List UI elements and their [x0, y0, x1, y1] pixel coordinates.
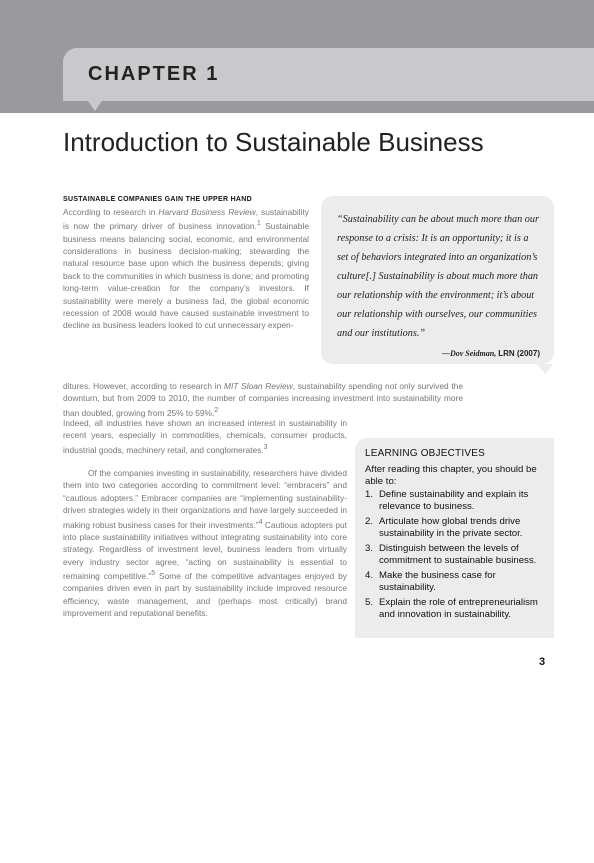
pull-quote-box: [321, 196, 554, 364]
footnote-marker: 5: [151, 570, 156, 578]
list-item: 2. Articulate how global trends drive sustainability in the private sector.: [365, 516, 523, 539]
source-citation: MIT Sloan Review: [223, 381, 293, 391]
list-item: 1. Define sustainability and explain its relevance to business.: [365, 489, 529, 512]
page-title: Introduction to Sustainable Business: [63, 127, 484, 157]
body-paragraph-1-continued: ditures. However, according to research in MIT Sloan Review, sustainability spending not only survived the downturn, but from 2009 to 2010, the number of companies increasing investment into sustainability more than doubled, growing from 25% to 59%.$^2$: [63, 381, 463, 418]
chapter-label: CHAPTER 1: [88, 63, 220, 85]
footnote-marker: 3: [263, 443, 268, 451]
learning-objectives-intro: After reading this chapter, you should be able to:: [365, 464, 537, 487]
learning-objectives-title: LEARNING OBJECTIVES: [365, 448, 485, 459]
section-heading: SUSTAINABLE COMPANIES GAIN THE UPPER HAND: [63, 196, 252, 203]
list-item: 4. Make the business case for sustainability.: [365, 570, 496, 593]
list-item: 5. Explain the role of entrepreneurialism and innovation in sustainability.: [365, 597, 538, 620]
body-paragraph-1: According to research in Harvard Business Review, sustainability is now the primary driver of business innovation.$^1$ Sustainable business means balancing social, economic, and environmental considerations in business decision-making; stewarding the natural resource base upon which the business depends; giving back to the communities in which business is done; and promoting long-term value-creation for the company’s investors. If sustainability were merely a business fad, the global economic recession of 2008 would have caused sustainable investment to decline as business leaders looked to cut unnecessary expen-: [63, 207, 309, 331]
learning-objectives-box: [355, 438, 554, 638]
footnote-marker: 4: [258, 518, 263, 526]
pull-quote-pointer: [537, 364, 553, 374]
learning-objectives-list: [365, 489, 546, 621]
footnote-marker: 2: [214, 406, 219, 414]
pull-quote-attribution: —Dov Seidman, LRN (2007): [441, 349, 540, 358]
source-citation: Harvard Business Review: [158, 207, 256, 217]
body-paragraph-2: Of the companies investing in sustainability, researchers have divided them into two categories according to commitment level: “embracers” and “cautious adopters.” Embracer companies are “implementing sustainability-driven strategies widely in their organizations and have largely succeeded in making robust business cases for their investments.”$^4$ Cautious adopters put into place sustainability initiatives without integrating sustainability into core strategy. Regardless of investment level, business leaders from virtually every industry sector agree, “acting on sustainability is essential to remaining competitive.”$^5$ Some of the competitive advantages enjoyed by companies driven even in part by sustainability include improved resource efficiency, waste management, and (perhaps most critically) brand improvement and reputational benefits.: [63, 468, 347, 619]
footnote-marker: 1: [256, 220, 261, 228]
list-item: 3. Distinguish between the levels of commitment to sustainable business.: [365, 543, 537, 566]
body-paragraph-1-end: Indeed, all industries have shown an increased interest in sustainability in recent years, especially in commodities, chemicals, consumer products, industrial goods, machinery retail, and conglomerates.$^3$: [63, 418, 347, 455]
chapter-tab-pointer: [88, 101, 102, 111]
page-number: 3: [539, 656, 546, 668]
pull-quote-text: “Sustainability can be about much more than our response to a crisis: It is an opportunity; it is a set of behaviors integrated into an organization’s culture[.] Sustainability is about much more than our relationship with the environment; it’s about our relationship with ourselves, our communities and our institutions.”: [337, 214, 539, 339]
